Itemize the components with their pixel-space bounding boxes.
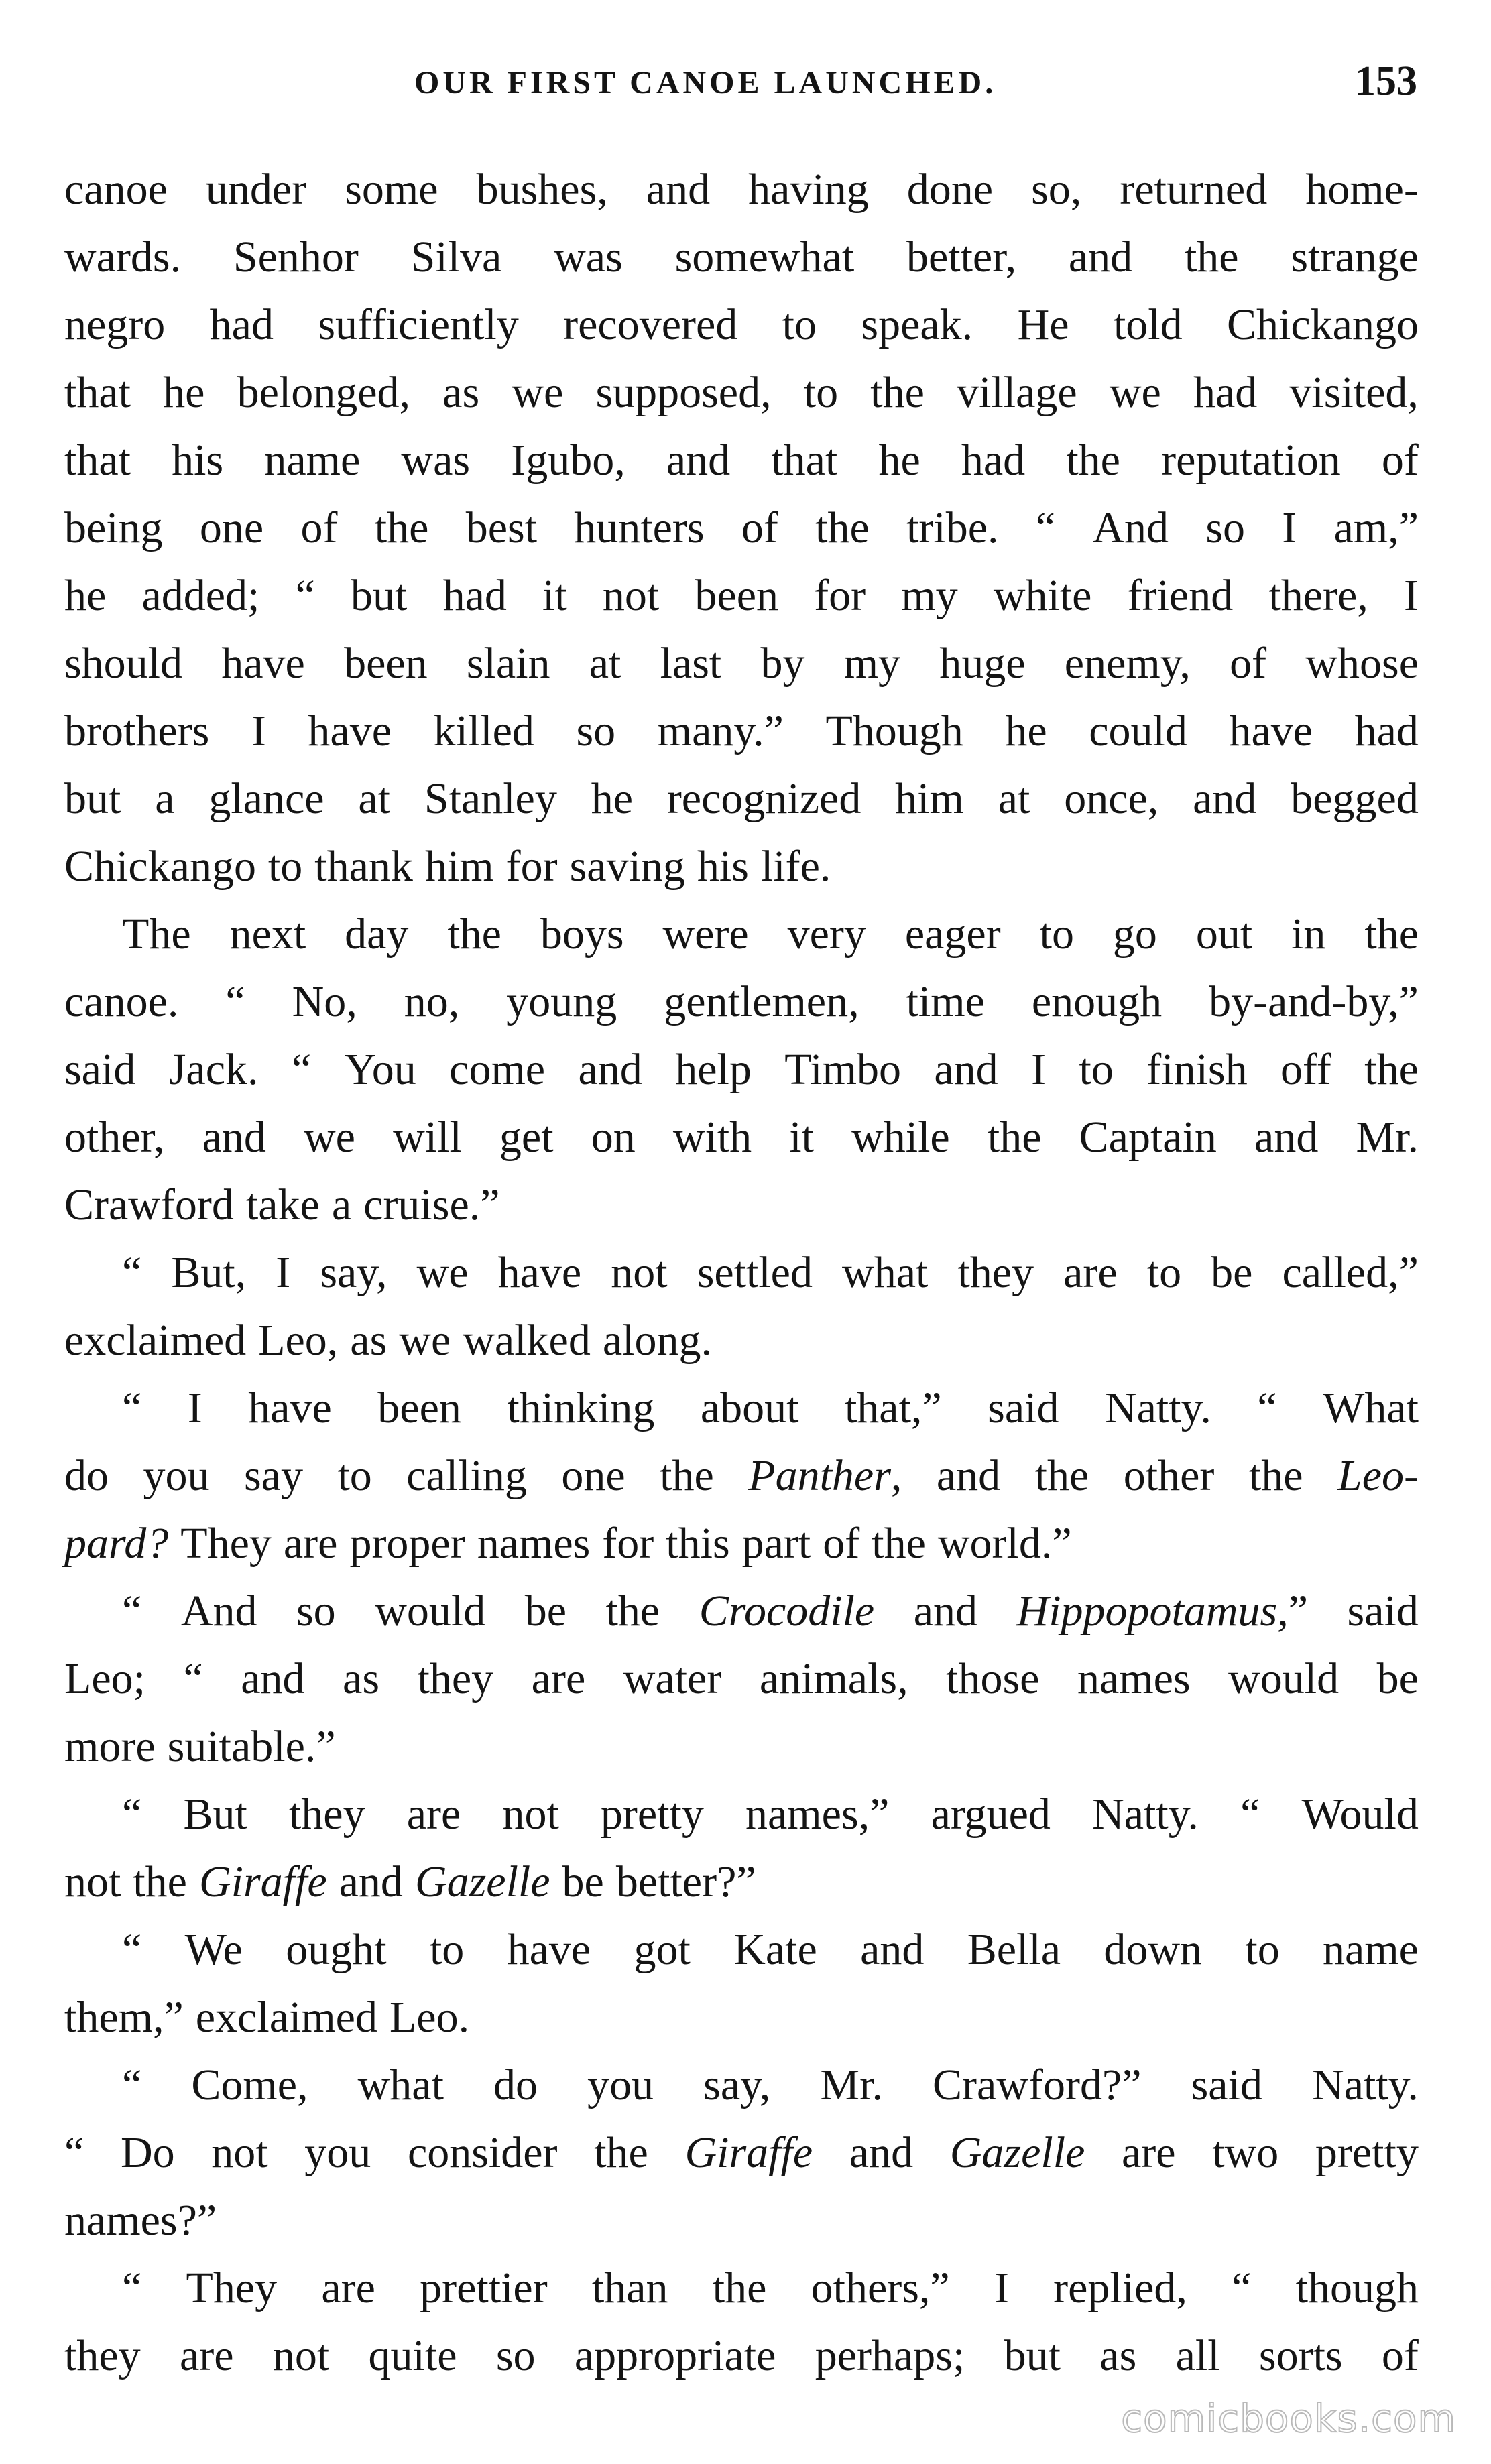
text-line: pard? They are proper names for this part of the world.” bbox=[64, 1519, 1072, 1568]
text-line: “ Do not you consider the Giraffe and Gazelle are two pretty bbox=[64, 2128, 1419, 2177]
text-line: “ I have been thinking about that,” said Natty. “ What bbox=[122, 1383, 1419, 1432]
paragraph bbox=[64, 2254, 1419, 2390]
paragraph bbox=[64, 156, 1419, 900]
paragraph bbox=[64, 900, 1419, 1239]
text-line: Leo; “ and as they are water animals, those names would be bbox=[64, 1654, 1419, 1703]
watermark: comicbooks.com bbox=[1121, 2396, 1456, 2441]
text-line: Crawford take a cruise.” bbox=[64, 1180, 500, 1229]
text-line: “ Come, what do you say, Mr. Crawford?” said Natty. bbox=[122, 2060, 1419, 2109]
text-line: canoe. “ No, no, young gentlemen, time enough by-and-by,” bbox=[64, 977, 1419, 1026]
text-line: said Jack. “ You come and help Timbo and I to finish off the bbox=[64, 1045, 1419, 1094]
text-line: that his name was Igubo, and that he had the reputation of bbox=[64, 436, 1419, 485]
text-line: he added; “ but had it not been for my white friend there, I bbox=[64, 571, 1419, 620]
body-text bbox=[64, 156, 1419, 2390]
text-line: but a glance at Stanley he recognized him at once, and begged bbox=[64, 774, 1419, 823]
text-line: “ But they are not pretty names,” argued Natty. “ Would bbox=[122, 1790, 1419, 1839]
text-line: being one of the best hunters of the tribe. “ And so I am,” bbox=[64, 503, 1419, 552]
text-line: “ And so would be the Crocodile and Hippopotamus,” said bbox=[122, 1587, 1419, 1636]
text-line: negro had sufficiently recovered to speak. He told Chickango bbox=[64, 300, 1419, 349]
text-line: not the Giraffe and Gazelle be better?” bbox=[64, 1857, 756, 1906]
text-line: wards. Senhor Silva was somewhat better, and the strange bbox=[64, 233, 1419, 282]
text-line: names?” bbox=[64, 2196, 217, 2245]
text-line: should have been slain at last by my huge enemy, of whose bbox=[64, 639, 1419, 688]
text-line: them,” exclaimed Leo. bbox=[64, 1993, 470, 2042]
text-line: The next day the boys were very eager to go out in the bbox=[122, 910, 1419, 959]
text-line: canoe under some bushes, and having done so, returned home- bbox=[64, 165, 1419, 214]
text-line: Chickango to thank him for saving his life. bbox=[64, 842, 831, 891]
paragraph bbox=[64, 1916, 1419, 2051]
page-number: 153 bbox=[1355, 58, 1417, 104]
paragraph bbox=[64, 1780, 1419, 1916]
text-line: do you say to calling one the Panther, and the other the Leo- bbox=[64, 1451, 1419, 1500]
paragraph bbox=[64, 1577, 1419, 1780]
text-line: that he belonged, as we supposed, to the village we had visited, bbox=[64, 368, 1419, 417]
running-title: OUR FIRST CANOE LAUNCHED. bbox=[414, 65, 997, 101]
text-line: “ We ought to have got Kate and Bella down to name bbox=[122, 1925, 1419, 1974]
text-line: other, and we will get on with it while the Captain and Mr. bbox=[64, 1113, 1419, 1162]
paragraph bbox=[64, 1374, 1419, 1577]
text-line: they are not quite so appropriate perhaps; but as all sorts of bbox=[64, 2331, 1419, 2380]
text-line: “ They are prettier than the others,” I replied, “ though bbox=[122, 2264, 1419, 2313]
text-line: more suitable.” bbox=[64, 1722, 336, 1771]
text-line: brothers I have killed so many.” Though he could have had bbox=[64, 706, 1419, 755]
text-line: “ But, I say, we have not settled what they are to be called,” bbox=[122, 1248, 1419, 1297]
text-line: exclaimed Leo, as we walked along. bbox=[64, 1316, 712, 1365]
paragraph bbox=[64, 2051, 1419, 2254]
paragraph bbox=[64, 1239, 1419, 1374]
